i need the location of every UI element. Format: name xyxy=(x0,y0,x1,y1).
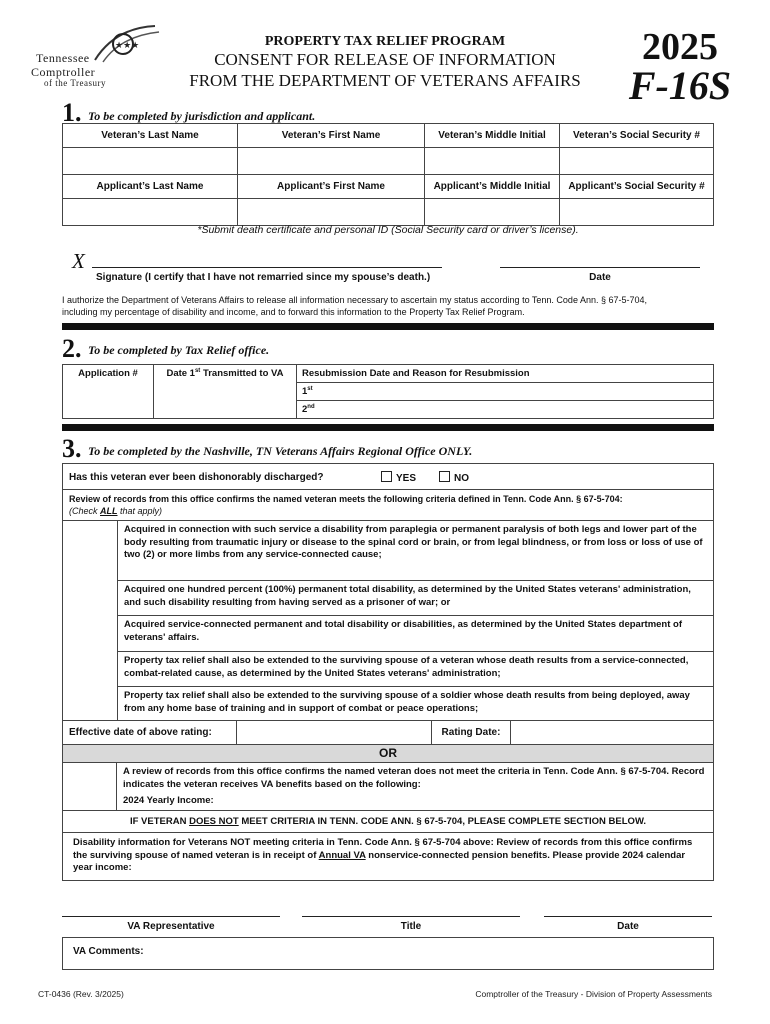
veteran-first-name-field[interactable] xyxy=(238,148,425,175)
form-title-line-2: FROM THE DEPARTMENT OF VETERANS AFFAIRS xyxy=(189,71,581,90)
not-meet-text: A review of records from this office confirms the named veteran does not meet the criteria in Tenn. Code Ann. § 67-5-704. Record indicates the veteran receives VA benefits based on the following: xyxy=(123,766,705,790)
agency-footer: Comptroller of the Treasury - Division of Property Assessments xyxy=(475,989,712,999)
section-divider-2 xyxy=(62,424,714,431)
application-number-cell[interactable] xyxy=(63,365,154,419)
discharge-question: Has this veteran ever been dishonorably discharged? xyxy=(69,472,324,483)
section-1-title: To be completed by jurisdiction and applicant. xyxy=(88,109,316,123)
veteran-last-name-label: Veteran’s Last Name xyxy=(63,124,238,148)
seal-stars-icon xyxy=(85,24,165,64)
logo-line-1: Tennessee xyxy=(36,51,90,65)
applicant-ssn-label: Applicant’s Social Security # xyxy=(560,175,714,199)
discharge-yes-option[interactable]: YES xyxy=(381,471,416,484)
authorization-text-line-1: I authorize the Department of Veterans Affairs to release all information necessary to ascertain my status according to Tenn. Code Ann. § 67-5-704, xyxy=(62,295,647,305)
veteran-middle-initial-field[interactable] xyxy=(425,148,560,175)
applicant-last-name-field[interactable] xyxy=(63,199,238,226)
va-date-line[interactable] xyxy=(544,916,712,917)
signature-x-mark: X xyxy=(72,249,85,273)
resubmission-1-field[interactable]: 1st xyxy=(297,383,714,401)
effective-date-field[interactable] xyxy=(237,721,431,744)
signature-line[interactable] xyxy=(92,267,442,268)
logo-line-2: Comptroller xyxy=(31,65,96,79)
not-meet-check-cell[interactable] xyxy=(63,763,117,810)
applicant-first-name-field[interactable] xyxy=(238,199,425,226)
section-2-number: 2. xyxy=(62,334,82,363)
date-transmitted-cell[interactable] xyxy=(154,365,297,419)
resubmission-header: Resubmission Date and Reason for Resubmission xyxy=(297,365,714,383)
applicant-last-name-label: Applicant’s Last Name xyxy=(63,175,238,199)
submission-note: *Submit death certificate and personal ID (Social Security card or driver’s license). xyxy=(197,224,579,236)
va-date-label: Date xyxy=(617,921,639,932)
form-number: F-16S xyxy=(628,63,732,108)
yearly-income-label: 2024 Yearly Income: xyxy=(123,795,214,806)
veteran-ssn-field[interactable] xyxy=(560,148,714,175)
applicant-ssn-field[interactable] xyxy=(560,199,714,226)
tax-relief-office-table xyxy=(62,364,714,419)
review-intro-text: Review of records from this office confirms the named veteran meets the following criteria defined in Tenn. Code Ann. § 67-5-704: xyxy=(69,494,623,504)
check-all-instruction: (Check ALL that apply) xyxy=(69,506,163,516)
applicant-first-name-label: Applicant’s First Name xyxy=(238,175,425,199)
or-divider: OR xyxy=(63,745,713,763)
section-2-title: To be completed by Tax Relief office. xyxy=(88,343,270,357)
authorization-text-line-2: including my percentage of disability and income, and to forward this information to the Property Tax Relief Program. xyxy=(62,307,525,317)
form-title-line-1: CONSENT FOR RELEASE OF INFORMATION xyxy=(214,50,556,69)
criterion-combat-spouse[interactable]: Property tax relief shall also be extended to the surviving spouse of a veteran whose death results from a service-connected, combat-related cause, as determined by the United States veterans' administration; xyxy=(117,651,713,686)
form-year: 2025 xyxy=(642,26,718,68)
review-intro-row xyxy=(63,490,713,521)
date-transmitted-label: Date 1st Transmitted to VA xyxy=(166,368,284,380)
veteran-middle-initial-label: Veteran’s Middle Initial xyxy=(425,124,560,148)
yes-checkbox[interactable] xyxy=(381,471,392,482)
va-office-section xyxy=(62,463,714,881)
veteran-last-name-field[interactable] xyxy=(63,148,238,175)
applicant-middle-initial-field[interactable] xyxy=(425,199,560,226)
signature-date-label: Date xyxy=(589,272,611,283)
va-comments-label: VA Comments: xyxy=(73,946,144,957)
logo-line-3: of the Treasury xyxy=(44,78,106,88)
section-3-title: To be completed by the Nashville, TN Veterans Affairs Regional Office ONLY. xyxy=(88,444,473,458)
va-representative-line[interactable] xyxy=(62,916,280,917)
resubmission-2-field[interactable]: 2nd xyxy=(297,401,714,419)
application-number-label: Application # xyxy=(78,368,138,379)
criteria-list xyxy=(63,521,713,721)
criterion-deployed-spouse[interactable]: Property tax relief shall also be extended to the surviving spouse of a soldier whose death results from being deployed, away from any home base of training and in support of combat or peace operations; xyxy=(117,686,713,721)
program-title: PROPERTY TAX RELIEF PROGRAM xyxy=(264,34,506,49)
form-code: CT-0436 (Rev. 3/2025) xyxy=(38,989,124,999)
not-meet-row xyxy=(63,763,713,811)
signature-label: Signature (I certify that I have not remarried since my spouse’s death.) xyxy=(96,272,431,283)
rating-date-label: Rating Date: xyxy=(431,721,511,744)
discharge-question-row xyxy=(63,464,713,490)
criterion-service-connected[interactable]: Acquired service-connected permanent and total disability or disabilities, as determined by the United States department of veterans' affairs. xyxy=(117,615,713,651)
section-1-number: 1. xyxy=(62,98,82,127)
section-divider-1 xyxy=(62,323,714,330)
section-3-number: 3. xyxy=(62,434,82,463)
no-checkbox[interactable] xyxy=(439,471,450,482)
applicant-middle-initial-label: Applicant’s Middle Initial xyxy=(425,175,560,199)
va-title-line[interactable] xyxy=(302,916,520,917)
signature-date-line[interactable] xyxy=(500,267,700,268)
criterion-paraplegia[interactable]: Acquired in connection with such service a disability from paraplegia or permanent paralysis of both legs and lower part of the body resulting from traumatic injury or disease to the spinal cord or brain, or from legal blindness, or from loss or loss of use of two (2) or more limbs from any service-connected cause; xyxy=(117,521,713,580)
rating-date-field[interactable] xyxy=(511,721,713,744)
criterion-pow-disability[interactable]: Acquired one hundred percent (100%) permanent total disability, as determined by the United States veterans' administration, and such disability resulting from having served as a prisoner of war; or xyxy=(117,580,713,615)
comptroller-logo xyxy=(30,24,165,94)
svg-text:★★★: ★★★ xyxy=(115,41,140,51)
effective-date-label: Effective date of above rating: xyxy=(63,721,237,744)
discharge-no-option[interactable]: NO xyxy=(439,471,469,484)
rating-dates-row xyxy=(63,721,713,745)
disability-info-text: Disability information for Veterans NOT meeting criteria in Tenn. Code Ann. § 67-5-704 above: Review of records from this office confirms the surviving spouse of named veteran is in receipt of Annual VA nonservice-connected pension benefits. Please provide 2024 calendar year income: xyxy=(73,837,693,873)
va-representative-label: VA Representative xyxy=(127,921,215,932)
applicant-info-table xyxy=(62,123,714,226)
va-comments-box[interactable] xyxy=(62,937,714,970)
veteran-first-name-label: Veteran’s First Name xyxy=(238,124,425,148)
complete-below-instruction: IF VETERAN DOES NOT MEET CRITERIA IN TENN. CODE ANN. § 67-5-704, PLEASE COMPLETE SECTION BELOW. xyxy=(63,811,713,833)
va-title-label: Title xyxy=(400,921,422,932)
veteran-ssn-label: Veteran’s Social Security # xyxy=(560,124,714,148)
